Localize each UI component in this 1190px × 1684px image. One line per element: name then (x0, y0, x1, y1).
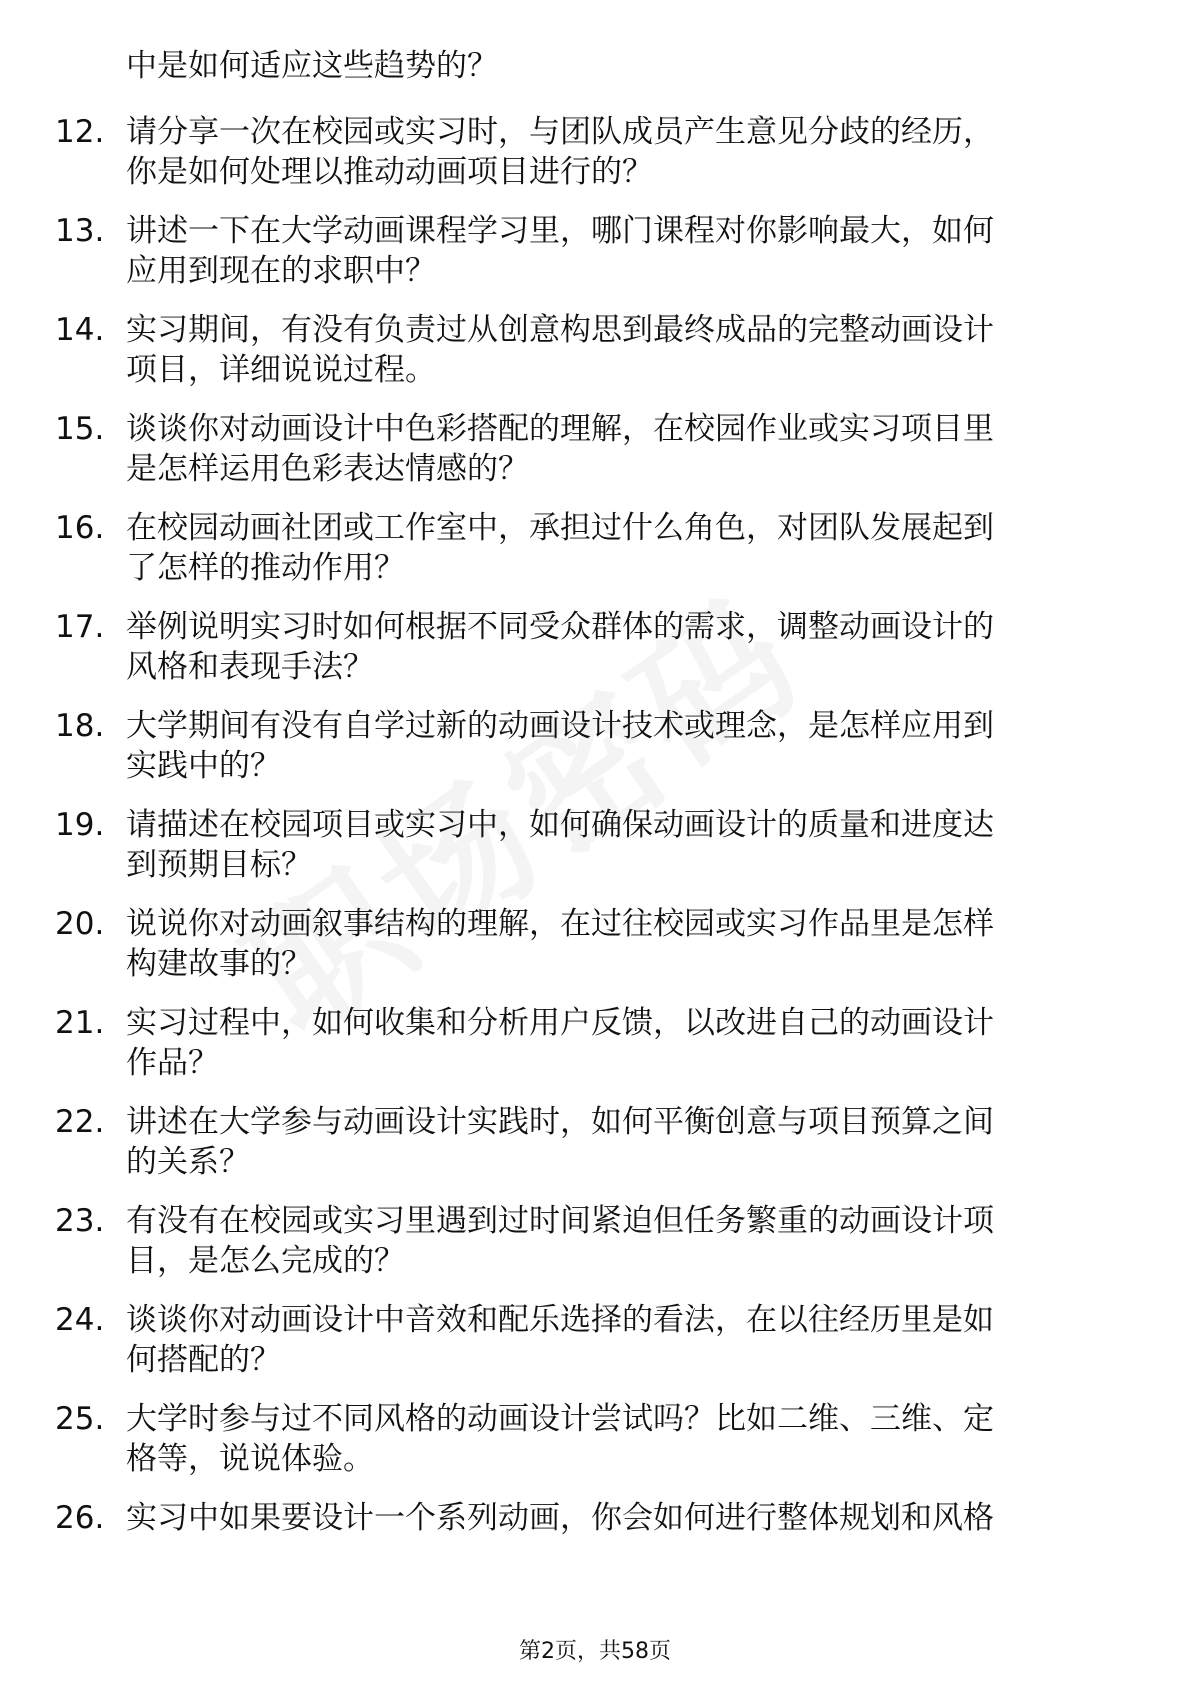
question-number: 19. (55, 807, 105, 843)
question-number: 25. (55, 1401, 105, 1437)
question-text (126, 211, 1106, 291)
question-line: 说说你对动画叙事结构的理解，在过往校园或实习作品里是怎样 (126, 906, 994, 942)
question-line: 实习过程中，如何收集和分析用户反馈，以改进自己的动画设计 (126, 1005, 994, 1041)
question-line: 的关系？ (126, 1144, 250, 1180)
question-number: 12. (55, 114, 105, 150)
question-number: 15. (55, 411, 105, 447)
question-line: 实习期间，有没有负责过从创意构思到最终成品的完整动画设计 (126, 312, 994, 348)
question-line: 讲述在大学参与动画设计实践时，如何平衡创意与项目预算之间 (126, 1104, 994, 1140)
question-number: 17. (55, 609, 105, 645)
question-text (126, 1300, 1106, 1380)
question-number: 21. (55, 1005, 105, 1041)
question-line: 有没有在校园或实习里遇到过时间紧迫但任务繁重的动画设计项 (126, 1203, 994, 1239)
question-line: 何搭配的？ (126, 1342, 281, 1378)
question-text (126, 1003, 1106, 1083)
question-line: 谈谈你对动画设计中音效和配乐选择的看法，在以往经历里是如 (126, 1302, 994, 1338)
question-number: 13. (55, 213, 105, 249)
question-number: 26. (55, 1500, 105, 1536)
question-line: 应用到现在的求职中？ (126, 253, 436, 289)
question-line: 作品？ (126, 1045, 219, 1081)
question-line: 请分享一次在校园或实习时，与团队成员产生意见分歧的经历， (126, 114, 994, 150)
question-text (126, 1102, 1106, 1182)
question-line: 目，是怎么完成的？ (126, 1243, 405, 1279)
continued-question-text: 中是如何适应这些趋势的？ (126, 48, 498, 84)
question-line: 风格和表现手法？ (126, 649, 374, 685)
question-text (126, 112, 1106, 192)
question-text (126, 1399, 1106, 1479)
question-line: 实践中的？ (126, 748, 281, 784)
question-line: 格等，说说体验。 (126, 1441, 374, 1477)
question-number: 20. (55, 906, 105, 942)
question-line: 项目，详细说说过程。 (126, 352, 436, 388)
question-text (126, 706, 1106, 786)
question-line: 构建故事的？ (126, 946, 312, 982)
question-number: 18. (55, 708, 105, 744)
question-number: 16. (55, 510, 105, 546)
question-text (126, 310, 1106, 390)
question-line: 了怎样的推动作用？ (126, 550, 405, 586)
question-line: 请描述在校园项目或实习中，如何确保动画设计的质量和进度达 (126, 807, 994, 843)
question-number: 23. (55, 1203, 105, 1239)
question-text (126, 805, 1106, 885)
question-line: 讲述一下在大学动画课程学习里，哪门课程对你影响最大，如何 (126, 213, 994, 249)
page-footer: 第2页，共58页 (519, 1639, 671, 1664)
question-line: 你是如何处理以推动动画项目进行的？ (126, 154, 653, 190)
question-text (126, 1498, 1106, 1538)
question-line: 大学期间有没有自学过新的动画设计技术或理念，是怎样应用到 (126, 708, 994, 744)
question-line: 在校园动画社团或工作室中，承担过什么角色，对团队发展起到 (126, 510, 994, 546)
question-text (126, 607, 1106, 687)
question-line: 是怎样运用色彩表达情感的？ (126, 451, 529, 487)
question-text (126, 1201, 1106, 1281)
question-number: 14. (55, 312, 105, 348)
question-line: 到预期目标？ (126, 847, 312, 883)
question-number: 22. (55, 1104, 105, 1140)
question-line: 举例说明实习时如何根据不同受众群体的需求，调整动画设计的 (126, 609, 994, 645)
question-text (126, 508, 1106, 588)
question-line: 谈谈你对动画设计中色彩搭配的理解，在校园作业或实习项目里 (126, 411, 994, 447)
question-text (126, 904, 1106, 984)
question-line: 大学时参与过不同风格的动画设计尝试吗？比如二维、三维、定 (126, 1401, 994, 1437)
question-line: 实习中如果要设计一个系列动画，你会如何进行整体规划和风格 (126, 1500, 994, 1536)
question-number: 24. (55, 1302, 105, 1338)
question-text (126, 409, 1106, 489)
